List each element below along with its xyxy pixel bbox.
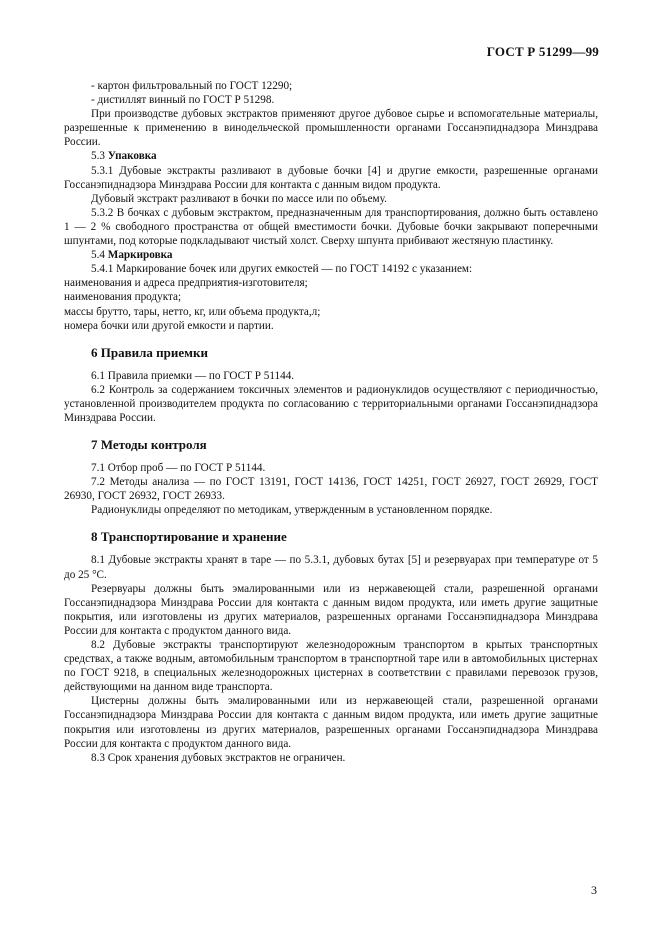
- page-number: 3: [591, 883, 597, 897]
- list-item: - картон фильтровальный по ГОСТ 12290;: [91, 80, 293, 92]
- section-heading-6: 6 Правила приемки: [91, 344, 208, 360]
- paragraph: Резервуары должны быть эмалированными или из нержавеющей стали, разрешенной органами Госсанэпиднадзора Минздрава России для контакта с данным видом продукта, или иметь другие защитные покрытия, или изготовлены из других материалов, разрешенных органами Госсанэпиднадзора Минздрава России для контакта с продуктом данного вида.: [64, 582, 598, 637]
- subsection-number: 5.4: [91, 249, 105, 262]
- paragraph: Цистерны должны быть эмалированными или из нержавеющей стали, разрешенной органами Госсанэпиднадзора Минздрава России для контакта с данным видом продукта, или иметь другие защитные покрытия или изготовлены из других материалов, разрешенных органами Госсанэпиднадзора Минздрава России для контакта с продуктом данного вида.: [64, 695, 598, 750]
- section-heading-7: 7 Методы контроля: [91, 437, 207, 453]
- list-item: номера бочки или другой емкости и партии.: [64, 319, 274, 332]
- paragraph: 7.2 Методы анализа — по ГОСТ 13191, ГОСТ 14136, ГОСТ 14251, ГОСТ 26927, ГОСТ 26929, ГОСТ 26930, ГОСТ 26932, ГОСТ 26933.: [64, 476, 598, 503]
- paragraph: 5.4.1 Маркирование бочек или других емкостей — по ГОСТ 14192 с указанием:: [91, 263, 473, 276]
- paragraph: 8.3 Срок хранения дубовых экстрактов не ограничен.: [91, 751, 346, 764]
- subsection-title: Маркировка: [107, 249, 173, 262]
- list-item: - дистиллят винный по ГОСТ Р 51298.: [91, 94, 275, 107]
- document-header: ГОСТ Р 51299—99: [486, 44, 599, 59]
- paragraph: Радионуклиды определяют по методикам, утвержденным в установленном порядке.: [91, 504, 493, 517]
- subsection-heading-5-3: [64, 149, 598, 163]
- list-item: наименования продукта;: [64, 291, 182, 304]
- list-item: массы брутто, тары, нетто, кг, или объема продукта,л;: [64, 305, 321, 318]
- subsection-heading-5-4: [64, 248, 598, 262]
- list-item: наименования и адреса предприятия-изготовителя;: [64, 277, 308, 290]
- paragraph: 6.1 Правила приемки — по ГОСТ Р 51144.: [91, 369, 295, 382]
- paragraph: Дубовый экстракт разливают в бочки по массе или по объему.: [91, 192, 387, 205]
- section-heading-8: 8 Транспортирование и хранение: [91, 529, 287, 545]
- paragraph: 5.3.1 Дубовые экстракты разливают в дубовые бочки [4] и другие емкости, разрешенные органами Госсанэпиднадзора Минздрава России для контакта с данным видом продукта.: [64, 164, 598, 191]
- document-body: [64, 79, 598, 765]
- paragraph: 8.1 Дубовые экстракты хранят в таре — по 5.3.1, дубовых бутах [5] и резервуарах при температуре от 5 до 25 °С.: [64, 554, 598, 581]
- paragraph: 8.2 Дубовые экстракты транспортируют железнодорожным транспортом в крытых транспортных средствах, а также водным, автомобильным транспортом в транспортной таре или в автомобильных цистернах по ГОСТ 9218, в специальных железнодорожных цистернах в соответствии с правилами перевозок грузов, действующими на данном виде транспорта.: [64, 639, 598, 694]
- paragraph: 6.2 Контроль за содержанием токсичных элементов и радионуклидов осуществляют с периодичностью, установленной производителем продукта по согласованию с территориальными органами Госсанэпиднадзора Минздрава России.: [64, 383, 598, 424]
- paragraph: При производстве дубовых экстрактов применяют другое дубовое сырье и вспомогательные материалы, разрешенные к применению в винодельческой промышленности органами Госсанэпиднадзора Минздрава России.: [64, 108, 598, 149]
- subsection-number: 5.3: [91, 150, 105, 163]
- subsection-title: Упаковка: [107, 150, 157, 163]
- paragraph: 5.3.2 В бочках с дубовым экстрактом, предназначенным для транспортирования, должно быть оставлено 1 — 2 % свободного пространства от общей вместимости бочки. Дубовые бочки закрывают поперечными шпунтами, под которые подкладывают чистый холст. Сверху шпунта прибивают жестяную пластинку.: [64, 206, 598, 248]
- paragraph: 7.1 Отбор проб — по ГОСТ Р 51144.: [91, 462, 266, 475]
